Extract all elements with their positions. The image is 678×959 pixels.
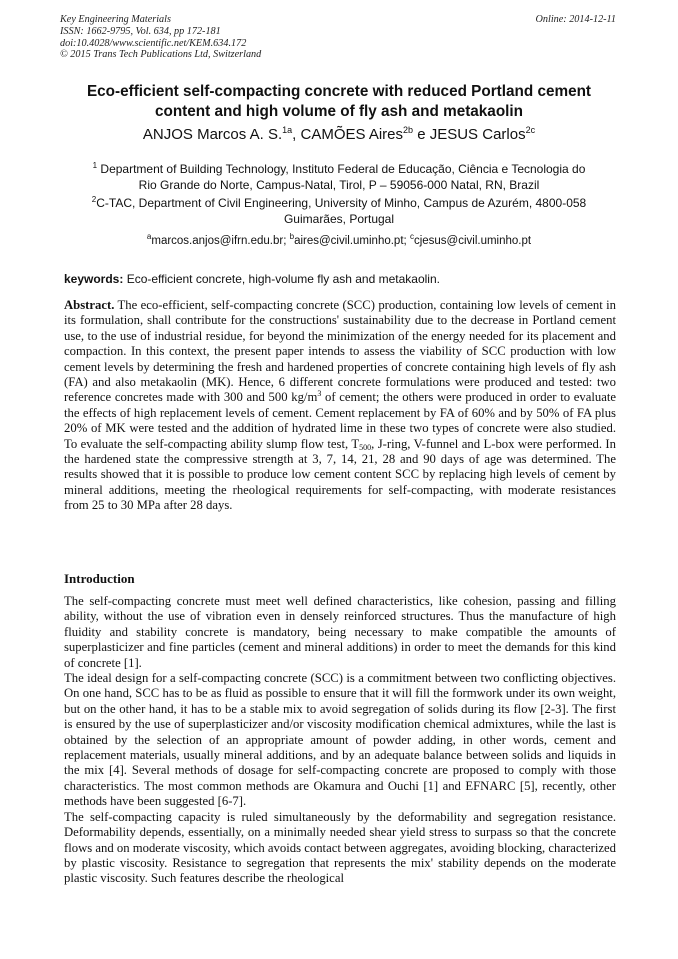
abstract-text-2: of cement; the others were produced in order to evaluate the effects of high replacement levels of cement. Cement replacement by FA of 60% and by 50% of FA plus 20% of MK were tested and the addition of hydrated lime in these two types of concrete were also studied. To evaluate the self-compacting ability slump flow test, T xyxy=(64,390,617,451)
journal-name: Key Engineering Materials xyxy=(60,14,171,25)
journal-header xyxy=(60,14,616,61)
abstract-text-1: The eco-efficient, self-compacting concrete (SCC) production, containing low levels of cement in its formulation, shall contribute for the constructions' sustainability due to the decrease in Portland cement use, to the use of industrial residue, for beyond the minimization of the energy needed for its placement and compaction. In this context, the present paper intends to assess the viability of SCC production with low cement levels by determining the fresh and hardened properties of concrete containing high levels of fly ash (FA) and also metakaolin (MK). Hence, 6 different concrete formulations were produced and tested: two reference concretes made with 300 and 500 kg/m xyxy=(64,298,616,405)
author-3: JESUS Carlos xyxy=(429,126,526,143)
abstract xyxy=(64,298,616,514)
abstract-label: Abstract. xyxy=(64,298,115,312)
author-3-marker: 2c xyxy=(525,125,536,135)
intro-paragraph-1: The self-compacting concrete must meet well defined characteristics, like cohesion, passing and filling ability, without the use of vibration even in densely reinforced structures. Thus the manufacture of high fluidity and stability concrete is mandatory, being necessary to make compatible the amounts of superplasticizer and fine particles (cement and mineral additions) in order to meet the demands for this kind of concrete [1]. xyxy=(64,594,616,670)
affiliation-1-line-1: Department of Building Technology, Instituto Federal de Educação, Ciência e Tecnologia do xyxy=(100,162,586,176)
intro-paragraph-2: The ideal design for a self-compacting concrete (SCC) is a commitment between two conflicting objectives. On one hand, SCC has to be as fluid as possible to ensure that it will fill the formwork under its own weight, but on the other hand, it has to be a stable mix to avoid segregation of solids during its flow [2-3]. The first is ensured by the use of superplasticizer and/or viscosity modification chemical admixtures, while the last is obtained by the selection of an appropriate amount of powder adding, in other words, cement and replacement materials, usually mineral additions, and by an adequate balance between solids and liquids in the mix [4]. Several methods of dosage for self-compacting concrete are proposed to comply with those characteristics. The most common methods are Okamura and Ouchi [1] and EFNARC [5], recently, other methods have been suggested [6-7]. xyxy=(64,671,616,809)
affiliation-1 xyxy=(40,162,638,193)
introduction-body xyxy=(64,594,616,887)
section-heading-introduction: Introduction xyxy=(64,571,135,586)
affiliation-2 xyxy=(40,196,638,227)
email-b-marker: b xyxy=(289,232,295,241)
title-line-1: Eco-efficient self-compacting concrete with reduced Portland cement xyxy=(86,83,592,100)
affiliation-2-line-2: Guimarães, Portugal xyxy=(283,211,395,226)
copyright-line: © 2015 Trans Tech Publications Ltd, Switzerland xyxy=(60,49,262,61)
author-list: ANJOS Marcos A. S.$^{1a}$, CAMÕES Aires$^{2b}$ e JESUS Carlos$^{2c}$ xyxy=(142,125,536,143)
unit-superscript: 3 xyxy=(317,389,322,399)
email-a[interactable]: marcos.anjos@ifrn.edu.br; xyxy=(151,235,287,247)
affiliation-2-line-1: C-TAC, Department of Civil Engineering, University of Minho, Campus de Azurém, 4800-058 xyxy=(96,196,587,210)
email-b[interactable]: aires@civil.uminho.pt; xyxy=(294,235,407,247)
author-1: ANJOS Marcos A. S. xyxy=(142,126,283,143)
abstract-text-3: , J-ring, V-funnel and L-box were performed. In the hardened state the compressive strength at 3, 7, 14, 21, 28 and 90 days of age was determined. The results showed that it is possible to produce low cement content SCC by replacing high levels of cement by mineral additions, meeting the rheological requirements for self-compacting, with moderate resistances from 25 to 30 MPa after 28 days. xyxy=(64,436,616,513)
t500-subscript: 500 xyxy=(359,442,372,452)
doi-line[interactable]: doi:10.4028/www.scientific.net/KEM.634.172 xyxy=(60,37,247,49)
keywords-line xyxy=(64,272,616,287)
author-2-marker: 2b xyxy=(403,125,414,135)
keywords-text: Eco-efficient concrete, high-volume fly ash and metakaolin. xyxy=(126,272,440,286)
title-line-2: content and high volume of fly ash and metakaolin xyxy=(154,103,524,120)
email-c-marker: c xyxy=(409,232,414,241)
affiliation-1-marker: 1 xyxy=(92,161,98,170)
author-conjunction: e xyxy=(417,126,426,143)
author-emails xyxy=(40,234,638,250)
keywords-label: keywords: xyxy=(64,272,124,286)
issn-line: ISSN: 1662-9795, Vol. 634, pp 172-181 xyxy=(60,25,221,37)
affiliation-1-line-2: Rio Grande do Norte, Campus-Natal, Tirol, P – 59056-000 Natal, RN, Brazil xyxy=(138,177,540,192)
intro-paragraph-3: The self-compacting capacity is ruled simultaneously by the deformability and segregation resistance. Deformability depends, essentially, on a minimally needed shear yield stress to surpass so that the concrete flows and on moderate viscosity, which avoids contact between aggregates, avoiding blocking, characterized by plastic viscosity. Resistance to segregation that represents the mix' stability depends on the moderate plastic viscosity. Such features describe the rheological xyxy=(64,809,616,886)
affiliation-2-marker: 2 xyxy=(91,195,97,204)
paper-title xyxy=(40,82,638,122)
email-c[interactable]: cjesus@civil.uminho.pt xyxy=(413,235,532,247)
author-2: CAMÕES Aires xyxy=(300,126,404,143)
online-date: Online: 2014-12-11 xyxy=(535,14,616,25)
author-1-marker: 1a xyxy=(282,125,293,135)
email-a-marker: a xyxy=(146,232,152,241)
